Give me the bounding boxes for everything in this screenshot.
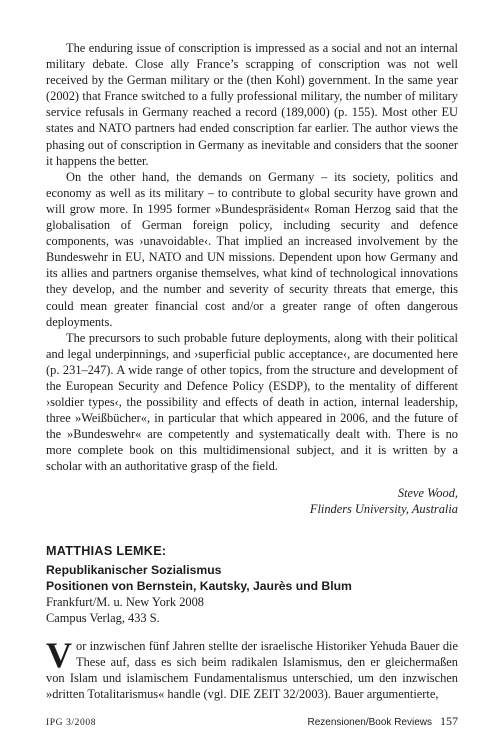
book-title-line: Republikanischer Sozialismus bbox=[46, 562, 222, 577]
section-name: Rezensionen/Book Reviews bbox=[307, 717, 432, 728]
drop-cap: V bbox=[46, 634, 72, 675]
review-body bbox=[46, 634, 458, 702]
reviewer-signature bbox=[46, 485, 458, 517]
page-number: 157 bbox=[440, 714, 458, 728]
book-author: MATTHIAS LEMKE: bbox=[46, 543, 167, 558]
review-paragraph: On the other hand, the demands on Germany – its society, politics and economy as well as its military – to contribute to global security have grown and will grow more. In 1995 former »Bundespräsident« Roman Herzog said that the globalisation of German foreign policy, including security and defence components, was ›unavoidable‹. That implied an increased involvement by the Bundeswehr in EU, NATO and UN missions. Dependent upon how Germany and its allies and partners organise themselves, what kind of technological innovations they develop, and the number and severity of security threats that emerge, this could mean greater financial cost and/or a greater range of often dangerous deployments. bbox=[46, 169, 458, 329]
review-paragraph: The enduring issue of conscription is impressed as a social and not an internal military debate. Close ally France’s scrapping of conscription was not well received by the German military or the (then Kohl) government. In the same year (2002) that France switched to a fully professional military, the number of military service refusals in Germany reached a record (189,000) (p. 155). Most other EU states and NATO partners had ended conscription far earlier. The author views the phasing out of conscription in Germany as inevitable and considers that the sooner it happens the better. bbox=[46, 41, 458, 168]
book-subtitle-line: Positionen von Bernstein, Kautsky, Jaurès und Blum bbox=[46, 578, 352, 593]
review-text: or inzwischen fünf Jahren stellte der israelische Historiker Yehuda Bauer die These auf, dass es sich beim radikalen Islamismus, den er gleichermaßen von Islam und islamischem Fundamentalismus unterschied, um den inzwischen »dritten Totalitarismus« handle (vgl. DIE ZEIT 32/2003). Bauer argumentierte, bbox=[46, 638, 458, 702]
book-title bbox=[46, 562, 458, 594]
publication-place: Frankfurt/M. u. New York 2008 bbox=[46, 594, 204, 609]
footer-right bbox=[307, 712, 458, 730]
page-content bbox=[46, 40, 458, 702]
reviewer-name: Steve Wood, bbox=[397, 485, 458, 500]
review-paragraph: The precursors to such probable future deployments, along with their political and legal underpinnings, and ›superficial public acceptance‹, are documented here (p. 231–247). A wide range of other topics, from the structure and development of the European Security and Defence Policy (ESDP), to the mentality of different ›soldier types‹, the possibility and effects of death in action, internal leadership, three »Weißbücher«, in particular that which appeared in 2006, and the future of the »Bundeswehr« are competently and systematically dealt with. There is no more complete book on this multidimensional subject, and it is written by a scholar with an authoritative grasp of the field. bbox=[46, 330, 458, 474]
journal-issue: IPG 3/2008 bbox=[46, 718, 97, 728]
page-footer bbox=[46, 712, 458, 730]
reviewer-affiliation: Flinders University, Australia bbox=[309, 501, 458, 516]
publisher-info: Campus Verlag, 433 S. bbox=[46, 610, 160, 625]
